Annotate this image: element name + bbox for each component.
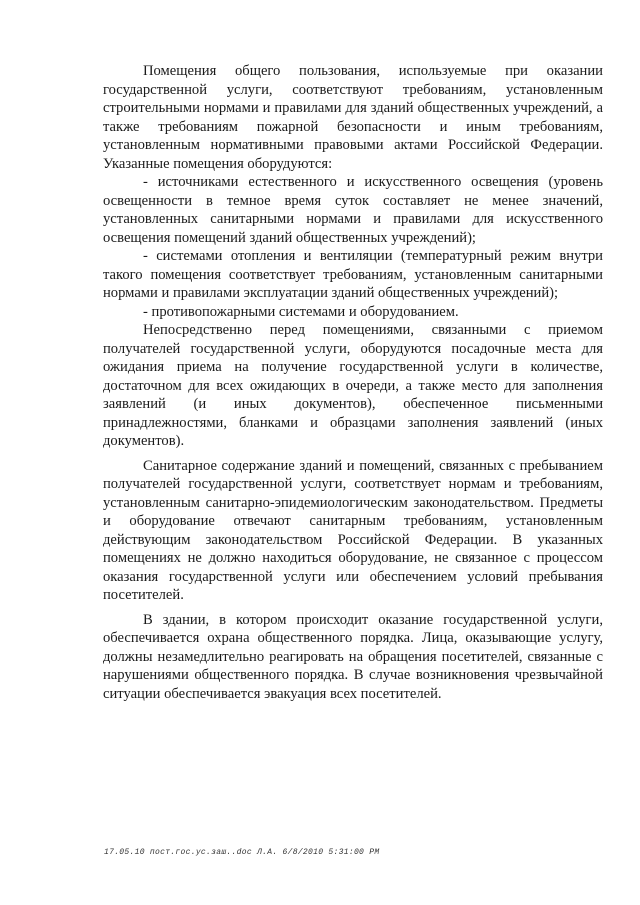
list-item-heating-ventilation: - системами отопления и вентиляции (температурный режим внутри такого помещения соответствует требованиям, установленным санитарными нормами и правилами эксплуатации зданий общественных учреждений);	[103, 248, 603, 301]
paragraph-sanitary: Санитарное содержание зданий и помещений, связанных с пребыванием получателей государственной услуги, соответствует нормам и требованиям, установленным санитарно-эпидемиологическим законодательством. Предметы и оборудование отвечают санитарным требованиям, установленным действующим законодательством Российской Федерации. В указанных помещениях не должно находиться оборудование, не связанное с процессом оказания государственной услуги или обеспечением условий пребывания посетителей.	[103, 457, 603, 603]
document-footer: 17.05.10 пост.гос.ус.заш..doc Л.А. 6/8/2010 5:31:00 PM	[104, 848, 380, 857]
list-item-lighting: - источниками естественного и искусственного освещения (уровень освещенности в темное время суток составляет не менее значений, установленных санитарными нормами и правилами для искусственного освещения помещений зданий общественных учреждений);	[103, 174, 603, 246]
document-body	[103, 62, 603, 703]
paragraph-common-premises: Помещения общего пользования, используемые при оказании государственной услуги, соответствуют требованиям, установленным строительными нормами и правилами для зданий общественных учреждений, а также требованиям пожарной безопасности и иным требованиям, установленным нормативными правовыми актами Российской Федерации. Указанные помещения оборудуются:	[103, 63, 603, 172]
list-item-fire-systems: - противопожарными системами и оборудованием.	[143, 303, 459, 320]
paragraph-waiting-area: Непосредственно перед помещениями, связанными с приемом получателей государственной услуги, оборудуются посадочные места для ожидания приема на получение государственной услуги в количестве, достаточном для всех ожидающих в очереди, а также место для заполнения заявлений (и иных документов), обеспеченное письменными принадлежностями, бланками и образцами заполнения заявлений (иных документов).	[103, 322, 603, 449]
paragraph-public-order: В здании, в котором происходит оказание государственной услуги, обеспечивается охрана общественного порядка. Лица, оказывающие услугу, должны незамедлительно реагировать на обращения посетителей, связанные с нарушениями общественного порядка. В случае возникновения чрезвычайной ситуации обеспечивается эвакуация всех посетителей.	[103, 611, 603, 702]
